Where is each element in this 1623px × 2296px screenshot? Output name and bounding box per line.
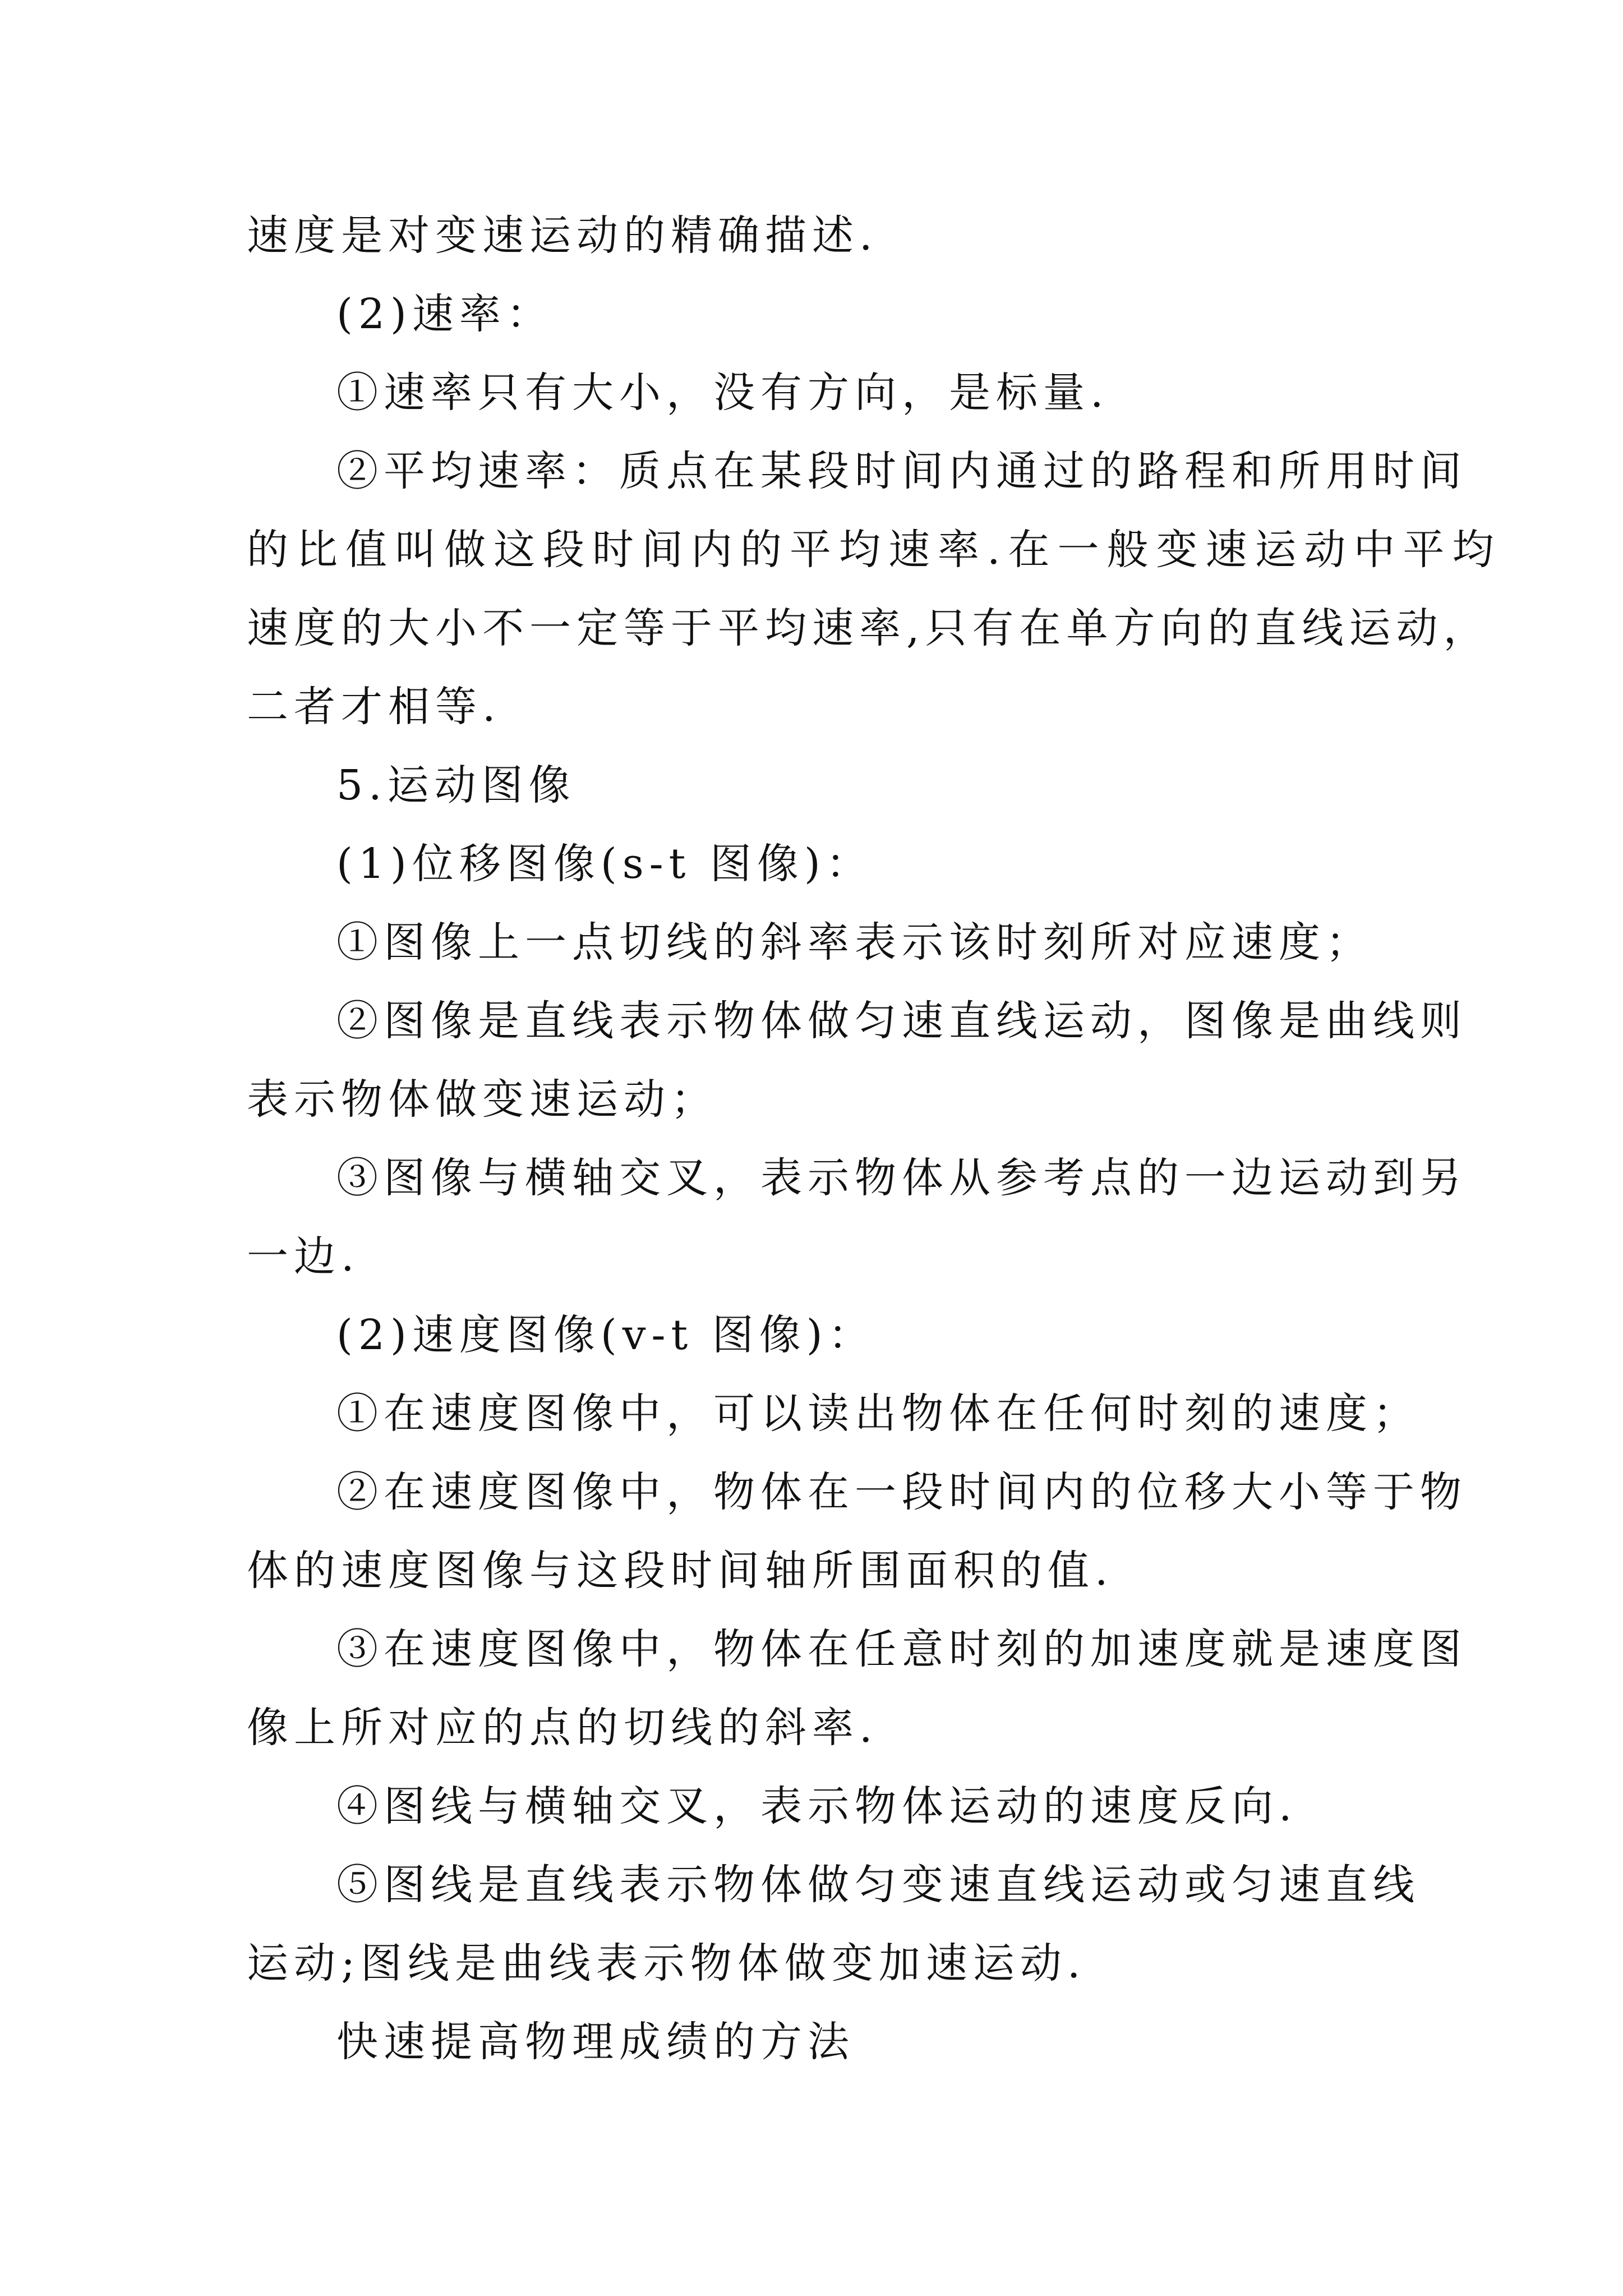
list-item: ④图线与横轴交叉，表示物体运动的速度反向. xyxy=(336,1782,1298,1830)
list-item: ②图像是直线表示物体做匀速直线运动，图像是曲线则 xyxy=(336,997,1467,1045)
list-item: ①图像上一点切线的斜率表示该时刻所对应速度； xyxy=(336,918,1373,967)
list-item: ③图像与横轴交叉，表示物体从参考点的一边运动到另 xyxy=(336,1154,1467,1202)
text-line: 速度的大小不一定等于平均速率,只有在单方向的直线运动， xyxy=(247,604,1491,652)
list-item: ②平均速率：质点在某段时间内通过的路程和所用时间 xyxy=(336,447,1467,495)
text-line: 一边. xyxy=(247,1232,360,1281)
text-line: 像上所对应的点的切线的斜率. xyxy=(247,1704,878,1752)
list-item: ②在速度图像中，物体在一段时间内的位移大小等于物 xyxy=(336,1468,1467,1516)
list-item: ③在速度图像中，物体在任意时刻的加速度就是速度图 xyxy=(336,1625,1467,1673)
text-line: 体的速度图像与这段时间轴所围面积的值. xyxy=(247,1547,1114,1595)
text-line: 的比值叫做这段时间内的平均速率.在一般变速运动中平均 xyxy=(247,526,1502,574)
list-item: ⑤图线是直线表示物体做匀变速直线运动或匀速直线 xyxy=(336,1861,1420,1909)
section-heading: 快速提高物理成绩的方法 xyxy=(336,2018,855,2066)
text-line: 表示物体做变速运动； xyxy=(247,1075,718,1124)
section-heading: 5.运动图像 xyxy=(336,761,576,809)
subsection-heading: (2)速率： xyxy=(336,290,554,338)
list-item: ①速率只有大小，没有方向，是标量. xyxy=(336,369,1109,417)
text-line: 速度是对变速运动的精确描述. xyxy=(247,211,878,260)
subsection-heading: (2)速度图像(v-t 图像)： xyxy=(336,1311,875,1359)
subsection-heading: (1)位移图像(s-t 图像)： xyxy=(336,840,873,888)
text-line: 二者才相等. xyxy=(247,683,501,731)
text-line: 运动;图线是曲线表示物体做变加速运动. xyxy=(247,1939,1086,1987)
list-item: ①在速度图像中，可以读出物体在任何时刻的速度； xyxy=(336,1389,1420,1438)
